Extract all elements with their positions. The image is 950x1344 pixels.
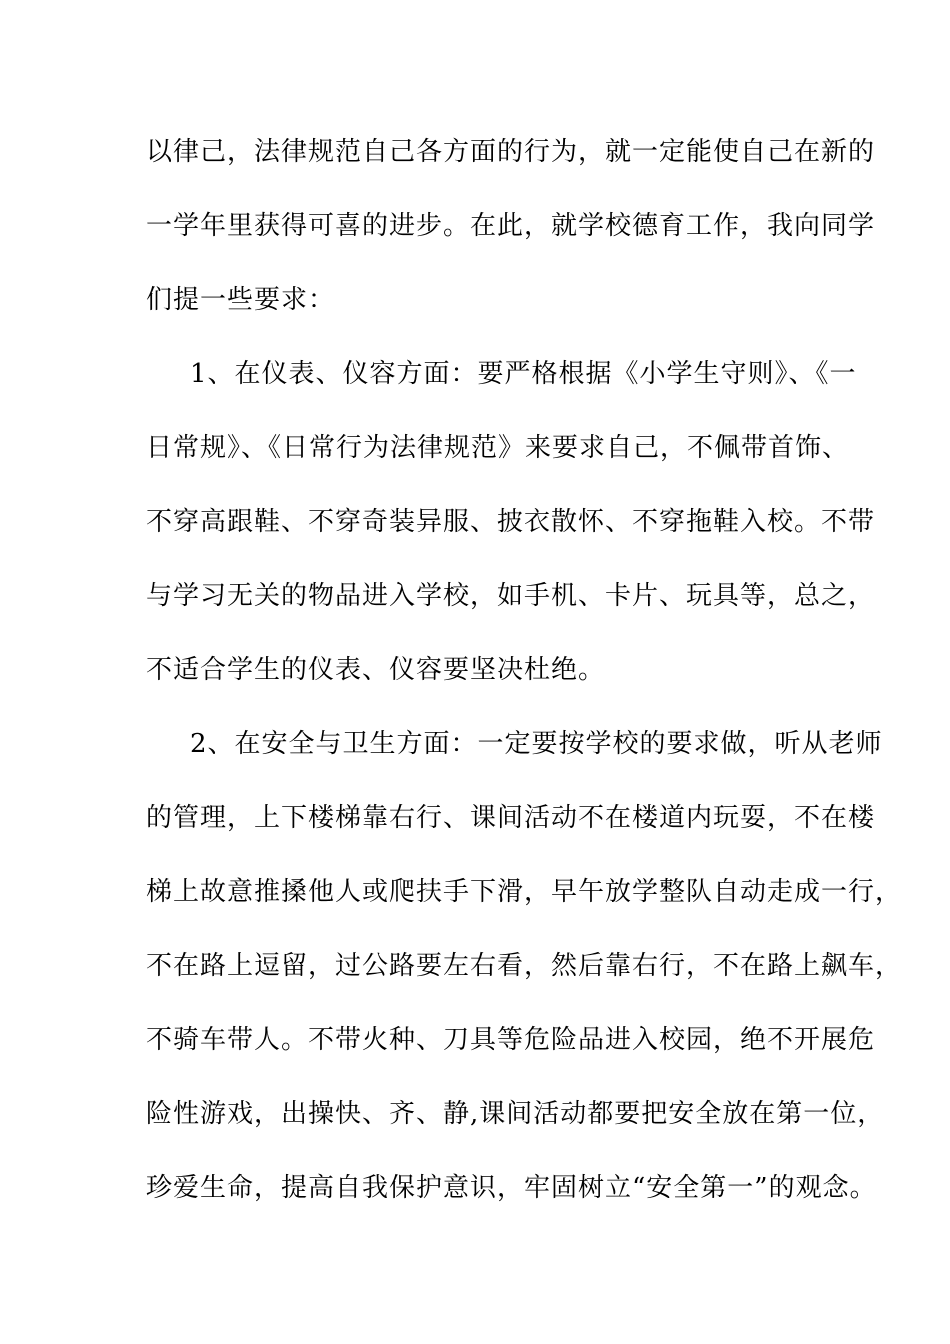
- text-line: 日常规》、《日常行为法律规范》来要求自己，不佩带首饰、: [146, 433, 850, 463]
- paragraph-2-start: 2、在安全与卫生方面：一定要按学校的要求做，听从老师: [190, 729, 883, 759]
- text-line: 不适合学生的仪表、仪容要坚决杜绝。: [146, 655, 606, 685]
- text-line: 珍爱生命，提高自我保护意识，牢固树立“安全第一”的观念。: [146, 1173, 877, 1203]
- text-line: 梯上故意推搡他人或爬扶手下滑，早午放学整队自动走成一行，: [146, 877, 903, 907]
- text-line: 不穿高跟鞋、不穿奇装异服、披衣散怀、不穿拖鞋入校。不带: [146, 507, 876, 537]
- paragraph-1-start: 1、在仪表、仪容方面：要严格根据《小学生守则》、《一: [190, 359, 857, 389]
- text-line: 一学年里获得可喜的进步。在此，就学校德育工作，我向同学: [146, 211, 876, 241]
- text-line: 以律己，法律规范自己各方面的行为，就一定能使自己在新的: [146, 137, 876, 167]
- text-line: 与学习无关的物品进入学校，如手机、卡片、玩具等，总之，: [146, 581, 876, 611]
- text-line: 的管理，上下楼梯靠右行、课间活动不在楼道内玩耍，不在楼: [146, 803, 876, 833]
- text-line: 险性游戏，出操快、齐、静,课间活动都要把安全放在第一位，: [146, 1099, 885, 1129]
- text-line: 不在路上逗留，过公路要左右看，然后靠右行，不在路上飙车，: [146, 951, 903, 981]
- text-line: 不骑车带人。不带火种、刀具等危险品进入校园，绝不开展危: [146, 1025, 876, 1055]
- text-line: 们提一些要求：: [146, 285, 336, 315]
